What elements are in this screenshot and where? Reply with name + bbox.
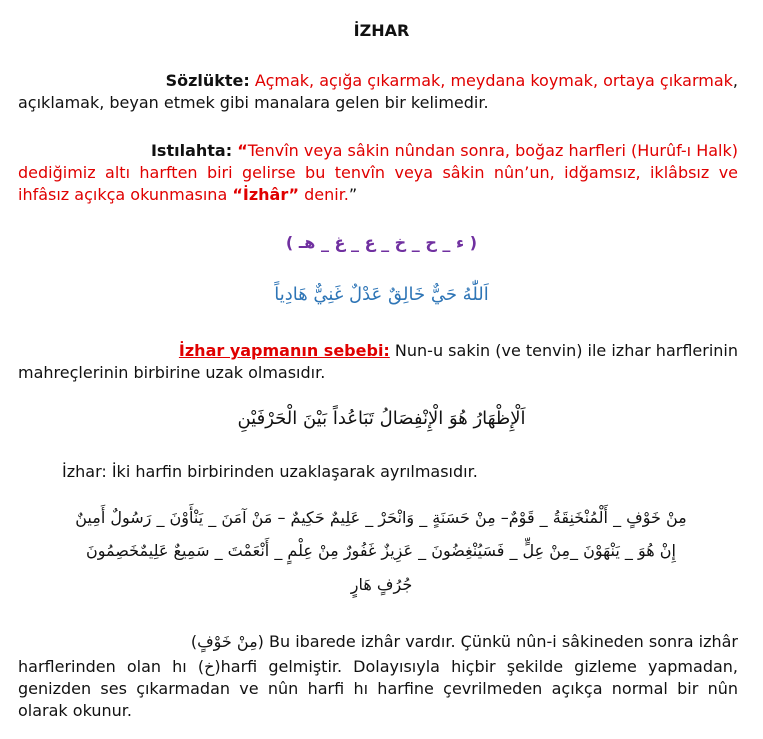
examples-line3: جُرُفٍ هَارٍ: [350, 575, 413, 594]
explanation-line1: [18, 631, 738, 653]
examples-line2: إِنْ هُوَ _ يَنْهَوْنَ _مِنْ عِلٍّ _ فَسَيُنْغِضُونَ _ عَزِيزٌ غَفُورٌ مِنْ عِلْمٍ _ أَنْعَمْتَ _ سَمِيعٌ عَلِيمٌخَصِمُونَ: [86, 541, 676, 560]
page-title: İZHAR: [353, 21, 410, 40]
reason-line1: [18, 340, 738, 362]
izhar-word-examples: اَللّٰهُ حَيٌّ خَالِقٌ عَدْلٌ غَنِيٌّ هَادِياً: [274, 284, 489, 305]
explanation-text-1: Bu ibarede izhâr vardır. Çünkü nûn-i sâkineden sonra izhâr: [268, 632, 738, 651]
lexical-definition-line2: açıklamak, beyan etmek gibi manalara gelen bir kelimedir.: [18, 93, 489, 112]
explanation-line3: genizden ses çıkarmadan ve nûn harfi hı harfine çevrilmeden açıkça normal bir nûn: [18, 679, 738, 698]
technical-text-1: Tenvîn veya sâkin nûndan sonra, boğaz harfleri (Hurûf-ı Halk): [247, 141, 738, 160]
explanation-arabic-example: (مِنْ خَوْفٍ): [190, 632, 264, 651]
lexical-meaning: Açmak, açığa çıkarmak, meydana koymak, ortaya çıkarmak: [254, 71, 733, 90]
technical-definition-line1: [18, 140, 738, 162]
lexical-definition-line1: [18, 70, 738, 92]
examples-line1: مِنْ خَوْفٍ _ أَلْمُنْخَنِقَةُ _ قَوْمٌ– مِنْ حَسَنَةٍ _ وَانْحَرْ _ عَلِيمٌ حَكِيمٌ – مَنْ آمَنَ _ يَنْأَوْنَ _ رَسُولٌ أَمِينٌ: [75, 508, 687, 527]
technical-text-3: ihfâsız açıkça okunmasına: [18, 185, 228, 204]
arabic-definition: اَلْإِظْهَارُ هُوَ الْإِنْفِصَالُ تَبَاعُداً بَيْنَ الْحَرْفَيْنِ: [237, 408, 526, 429]
izhar-term: “İzhâr”: [232, 185, 300, 204]
reason-text-1: Nun-u sakin (ve tenvin) ile izhar harflerinin: [394, 341, 738, 360]
lexical-label: Sözlükte:: [165, 71, 250, 90]
reason-line2: mahreçlerinin birbirine uzak olmasıdır.: [18, 363, 326, 382]
explanation-line2: harflerinden olan hı (خ)harfi gelmiştir. Dolayısıyla hiçbir şekilde gizleme yapmadan,: [18, 657, 739, 676]
turkish-definition: İzhar: İki harfin birbirinden uzaklaşarak ayrılmasıdır.: [62, 462, 478, 481]
technical-definition-line2: dediğimiz altı harften biri gelirse bu tenvîn veya sâkin nûn’un, idğamsız, iklâbsız ve: [18, 163, 738, 182]
izhar-letters: ( ء _ ح _ خ _ ع _ غ _ هـ ): [285, 233, 478, 252]
reason-label: İzhar yapmanın sebebi:: [178, 341, 390, 360]
technical-text-3-end: denir.: [304, 185, 349, 204]
quote-open: “: [237, 141, 248, 160]
lexical-comma: ,: [732, 71, 738, 90]
technical-definition-line3: [18, 184, 738, 206]
technical-label: Istılahta:: [150, 141, 233, 160]
quote-close: ”: [348, 185, 358, 204]
explanation-line4: olarak okunur.: [18, 701, 132, 720]
